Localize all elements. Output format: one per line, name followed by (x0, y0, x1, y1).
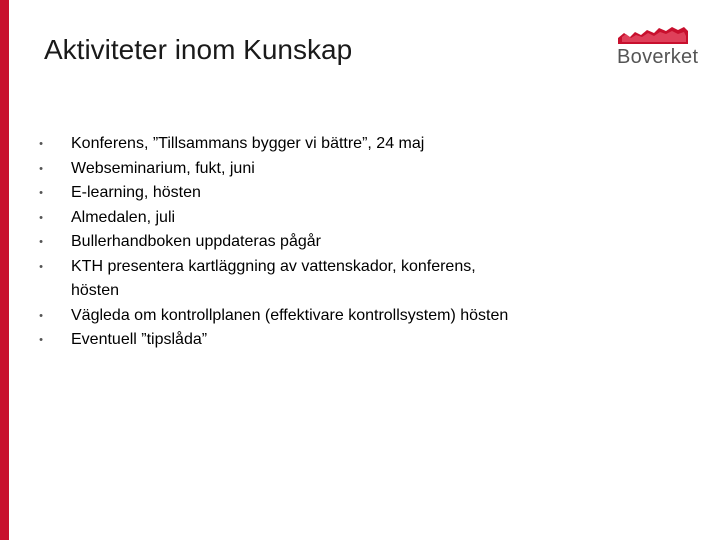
list-item (39, 230, 524, 255)
boverket-logo (612, 22, 699, 70)
list-item-text: Webseminarium, fukt, juni (71, 159, 255, 177)
slide-title: Aktiviteter inom Kunskap (44, 34, 353, 65)
list-item-text: Konferens, ”Tillsammans bygger vi bättre”, 24 maj (71, 135, 425, 152)
list-item (39, 255, 524, 304)
list-item-text: Almedalen, juli (71, 208, 176, 226)
bullet-icon: • (39, 138, 43, 150)
list-item (39, 132, 524, 157)
list-item-text: Eventuell ”tipslåda” (71, 331, 208, 348)
left-accent-bar (0, 0, 9, 540)
list-item (39, 181, 524, 206)
list-item-text: KTH presentera kartläggning av vattenskador, konferens, hösten (71, 257, 476, 299)
list-item (39, 206, 524, 231)
rooftops-icon (612, 22, 694, 46)
logo-wordmark: Boverket (617, 46, 699, 68)
list-item (39, 328, 524, 353)
list-item-text: E-learning, hösten (71, 184, 201, 201)
list-item-text: Vägleda om kontrollplanen (effektivare kontrollsystem) hösten (71, 306, 509, 324)
bullet-list (39, 132, 524, 353)
list-item-text: Bullerhandboken uppdateras pågår (71, 233, 321, 250)
bullet-icon: • (39, 236, 43, 248)
bullet-icon: • (39, 211, 43, 224)
list-item (39, 157, 524, 182)
bullet-icon: • (39, 334, 43, 346)
bullet-icon: • (39, 260, 43, 273)
bullet-icon: • (39, 187, 43, 199)
bullet-icon: • (39, 162, 43, 175)
bullet-icon: • (39, 309, 43, 322)
list-item (39, 304, 524, 329)
